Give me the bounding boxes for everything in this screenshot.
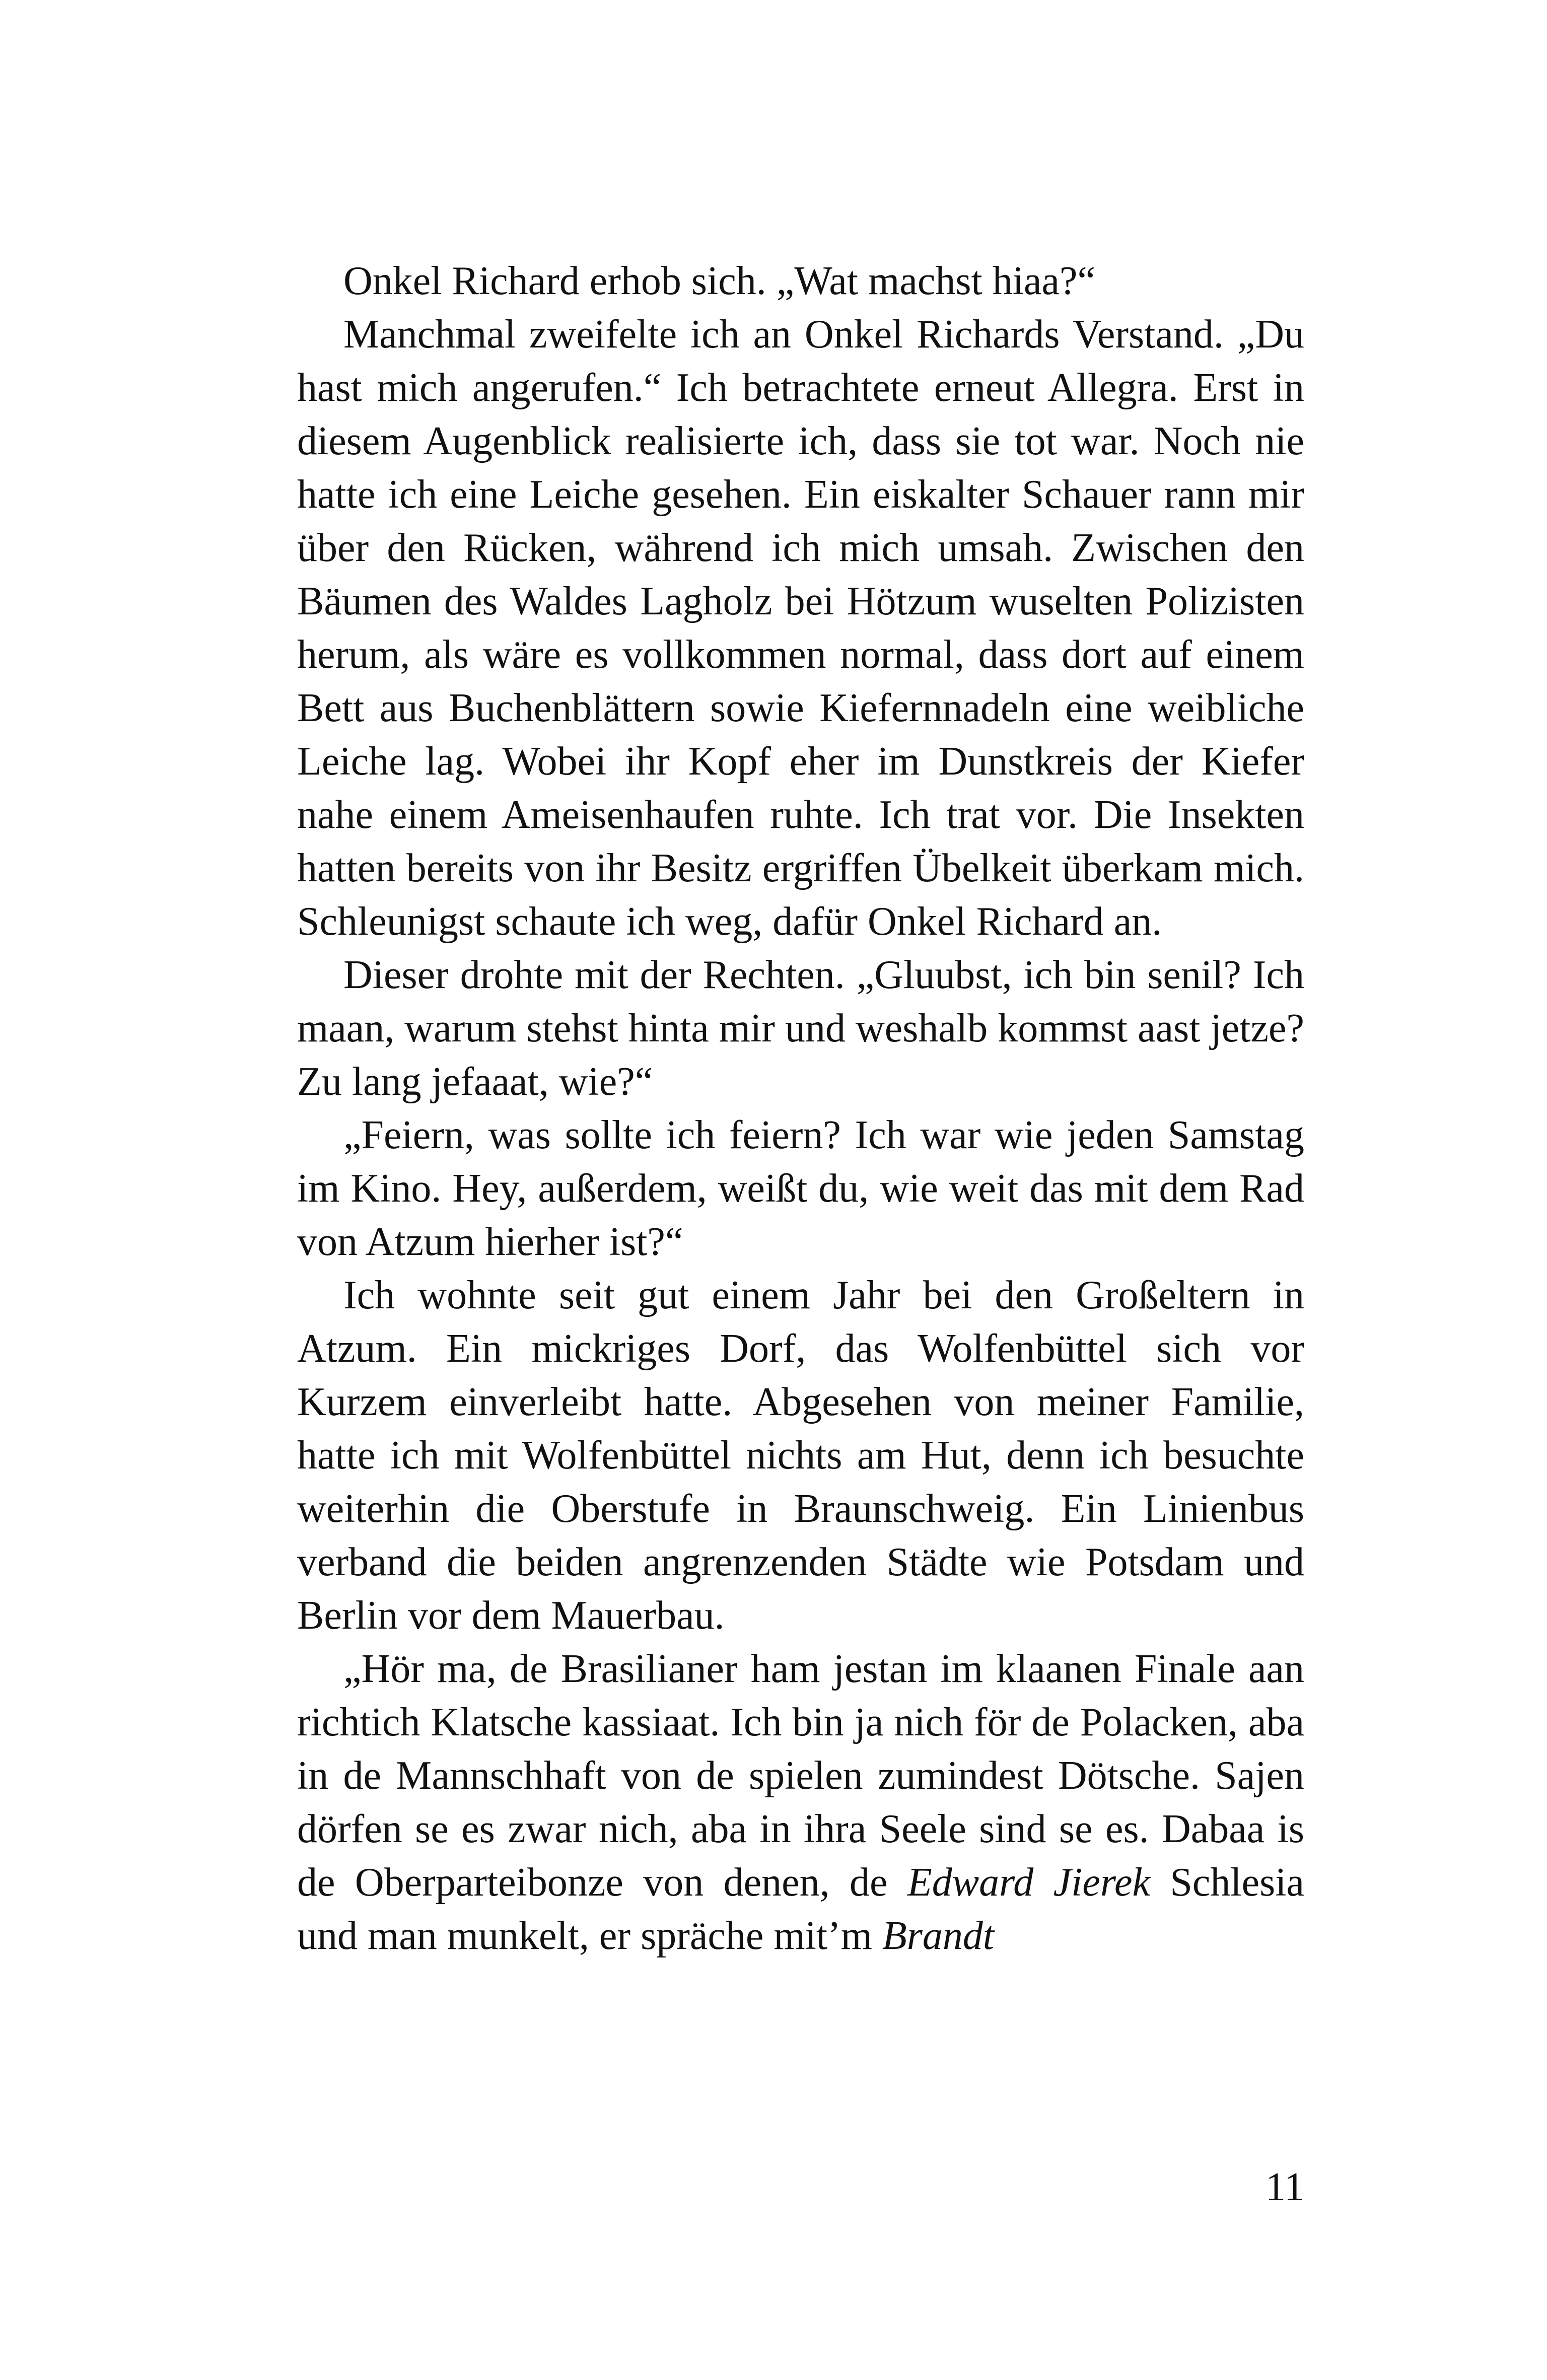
page-number: 11 <box>1265 2165 1304 2209</box>
italic-name-brandt: Brandt <box>882 1914 995 1958</box>
paragraph-6-middle: Schlesia und man munkelt, er spräche mit’m <box>297 1860 1305 1958</box>
paragraph-5: Ich wohnte seit gut einem Jahr bei den Großeltern in Atzum. Ein mickriges Dorf, das Wolfenbüttel sich vor Kurzem einverleibt hatte. Abgesehen von meiner Familie, hatte ich mit Wolfenbüttel nichts am Hut, denn ich besuchte weiterhin die Oberstufe in Braunschweig. Ein Linienbus verband die beiden angrenzenden Städte wie Potsdam und Berlin vor dem Mauerbau. <box>297 1273 1304 1638</box>
body-text <box>297 254 1304 1963</box>
paragraph-6 <box>297 1642 1304 1963</box>
italic-name-edward-jierek: Edward Jierek <box>907 1860 1151 1905</box>
paragraph-6-text: „Hör ma, de Brasilianer ham jestan im klaanen Finale aan richtich Klatsche kassiaat. Ich bin ja nich för de Polacken, aba in de Mannschhaft von de spielen zumindest Dötsche. Sajen dörfen se es zwar nich, aba in ihra Seele sind se es. Dabaa is de Oberparteibonze von denen, de <box>297 1647 1304 1905</box>
paragraph-2: Manchmal zweifelte ich an Onkel Richards Verstand. „Du hast mich angerufen.“ Ich betrachtete erneut Allegra. Erst in diesem Augenblick realisierte ich, dass sie tot war. Noch nie hatte ich eine Leiche gesehen. Ein eiskalter Schauer rann mir über den Rücken, während ich mich umsah. Zwischen den Bäumen des Waldes Lagholz bei Hötzum wuselten Polizisten herum, als wäre es vollkommen normal, dass dort auf einem Bett aus Buchenblättern sowie Kiefernnadeln eine weibliche Leiche lag. Wobei ihr Kopf eher im Dunstkreis der Kiefer nahe einem Ameisenhaufen ruhte. Ich trat vor. Die Insekten hatten bereits von ihr Besitz ergriffen Übelkeit überkam mich. Schleunigst schaute ich weg, dafür Onkel Richard an. <box>297 312 1304 944</box>
paragraph-4: „Feiern, was sollte ich feiern? Ich war wie jeden Samstag im Kino. Hey, außerdem, weißt du, wie weit das mit dem Rad von Atzum hierher ist?“ <box>297 1113 1304 1264</box>
paragraph-1: Onkel Richard erhob sich. „Wat machst hiaa?“ <box>343 259 1095 303</box>
paragraph-3: Dieser drohte mit der Rechten. „Gluubst, ich bin senil? Ich maan, warum stehst hinta mir und weshalb kommst aast jetze? Zu lang jefaaat, wie?“ <box>297 953 1304 1104</box>
